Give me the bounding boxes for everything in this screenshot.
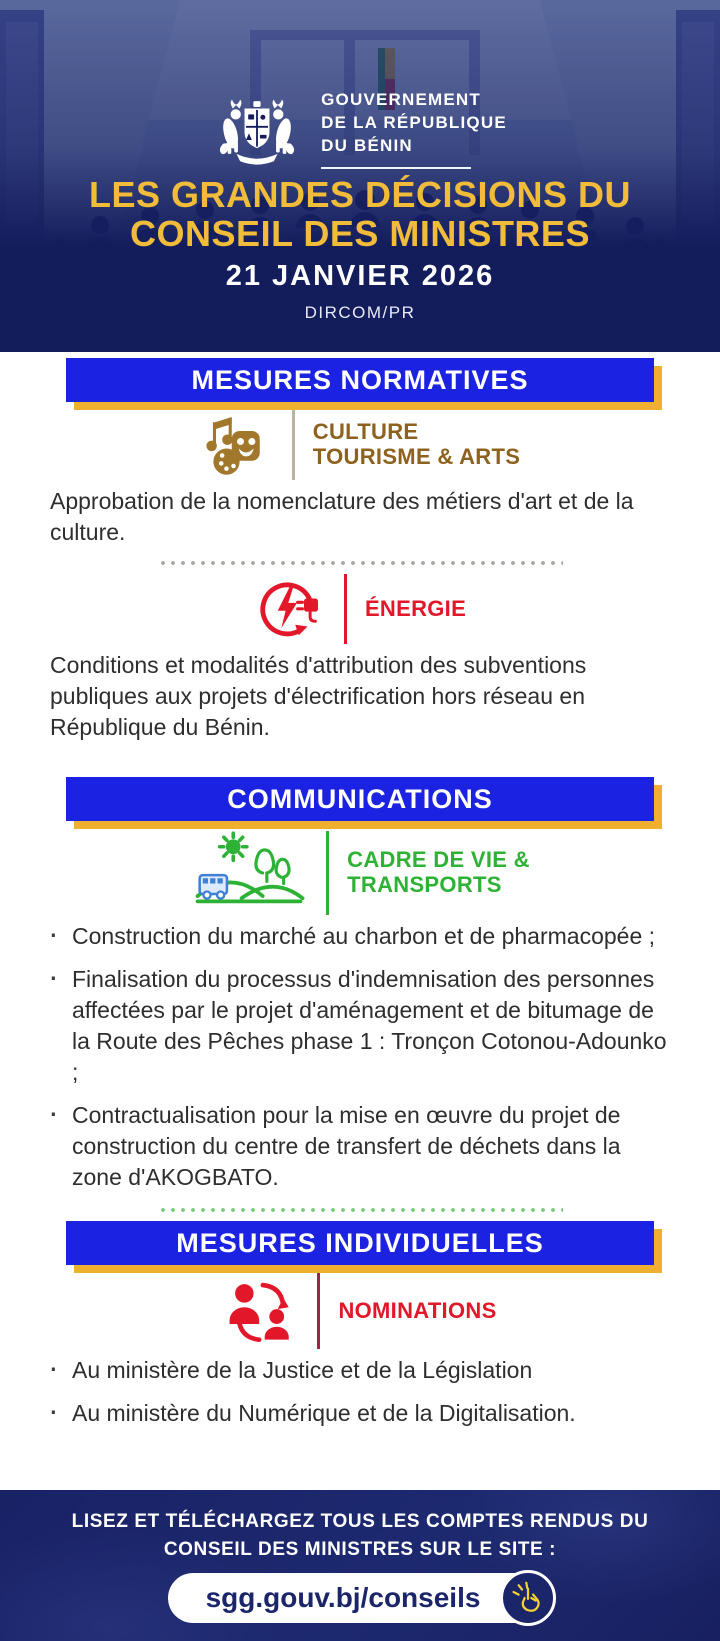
section-banner-mesures-normatives: [66, 358, 654, 402]
category-label: [365, 597, 466, 622]
cadre-decisions-list: [72, 921, 670, 1205]
section-banner-label: MESURES NORMATIVES: [191, 364, 529, 395]
category-label-line: TRANSPORTS: [347, 872, 502, 897]
section-banner-label: MESURES INDIVIDUELLES: [176, 1227, 544, 1258]
category-label: [313, 420, 520, 469]
org-line: DU BÉNIN: [321, 135, 413, 155]
section-banner-label: COMMUNICATIONS: [227, 783, 493, 814]
category-label-line: CADRE DE VIE &: [347, 847, 530, 873]
page-title-line1: LES GRANDES DÉCISIONS DU: [88, 174, 632, 215]
nominations-list: [72, 1355, 670, 1441]
energy-plug-icon: [254, 574, 326, 644]
page-title-line2: CONSEIL DES MINISTRES: [130, 212, 590, 254]
section-banner-mesures-individuelles: [66, 1221, 654, 1265]
list-item: · Contractualisation pour la mise en œuvre du projet de construction du centre de transfert de déchets dans la zone d'AKOGBATO.: [72, 1100, 670, 1193]
logo-underline: [321, 167, 471, 169]
category-nominations: [0, 1273, 720, 1349]
category-divider: [326, 831, 329, 915]
list-item: · Au ministère du Numérique et de la Digitalisation.: [72, 1398, 670, 1429]
energie-decision-text: Conditions et modalités d'attribution des subventions publiques aux projets d'électrification hors réseau en République du Bénin.: [50, 652, 587, 740]
org-line: DE LA RÉPUBLIQUE: [321, 113, 507, 133]
section-banner-communications: [66, 777, 654, 821]
benin-coat-of-arms-icon: [213, 88, 301, 170]
category-divider: [344, 574, 347, 644]
list-item: · Finalisation du processus d'indemnisation des personnes affectées par le projet d'aménagement et de bitumage de la Route des Pêches phase 1 : Tronçon Cotonou-Adounko ;: [72, 964, 670, 1088]
category-label-line: NOMINATIONS: [338, 1297, 497, 1323]
category-divider: [317, 1273, 320, 1349]
website-url: sgg.gouv.bj/conseils: [205, 1582, 481, 1614]
culture-decision-text: Approbation de la nomenclature des métiers d'art et de la culture.: [50, 488, 634, 545]
category-cadre-de-vie-transports: [0, 831, 720, 915]
environment-transport-icon: [190, 831, 308, 915]
music-mask-palette-icon: [200, 410, 274, 480]
category-divider: [292, 410, 295, 480]
dotted-divider: [158, 560, 563, 566]
category-culture-tourisme-arts: [0, 410, 720, 480]
category-label: [347, 848, 530, 897]
category-label-line: CULTURE: [312, 419, 419, 445]
list-item: · Au ministère de la Justice et de la Législation: [72, 1355, 670, 1386]
council-date: 21 JANVIER 2026: [225, 260, 495, 292]
footer-callout-line2: CONSEIL DES MINISTRES SUR LE SITE :: [163, 1538, 557, 1560]
dotted-divider-green: [158, 1207, 563, 1213]
footer-callout: [72, 1508, 649, 1563]
credit-dircom: DIRCOM/PR: [304, 303, 416, 322]
org-line: GOUVERNEMENT: [321, 90, 481, 110]
header-hero: [0, 0, 720, 352]
category-label-line: ÉNERGIE: [364, 595, 467, 621]
page-title: [0, 176, 720, 254]
website-link-button[interactable]: [168, 1573, 553, 1623]
list-item: · Construction du marché au charbon et de pharmacopée ;: [72, 921, 670, 952]
footer-callout-line1: LISEZ ET TÉLÉCHARGEZ TOUS LES COMPTES RENDUS DU: [71, 1510, 649, 1532]
click-hand-icon: [500, 1570, 556, 1626]
footer: [0, 1490, 720, 1641]
category-label: [338, 1299, 496, 1324]
government-wordmark: [321, 89, 507, 169]
category-energie: [0, 574, 720, 644]
people-rotation-icon: [223, 1274, 299, 1348]
category-label-line: TOURISME & ARTS: [312, 444, 521, 469]
government-logo: [0, 88, 720, 170]
